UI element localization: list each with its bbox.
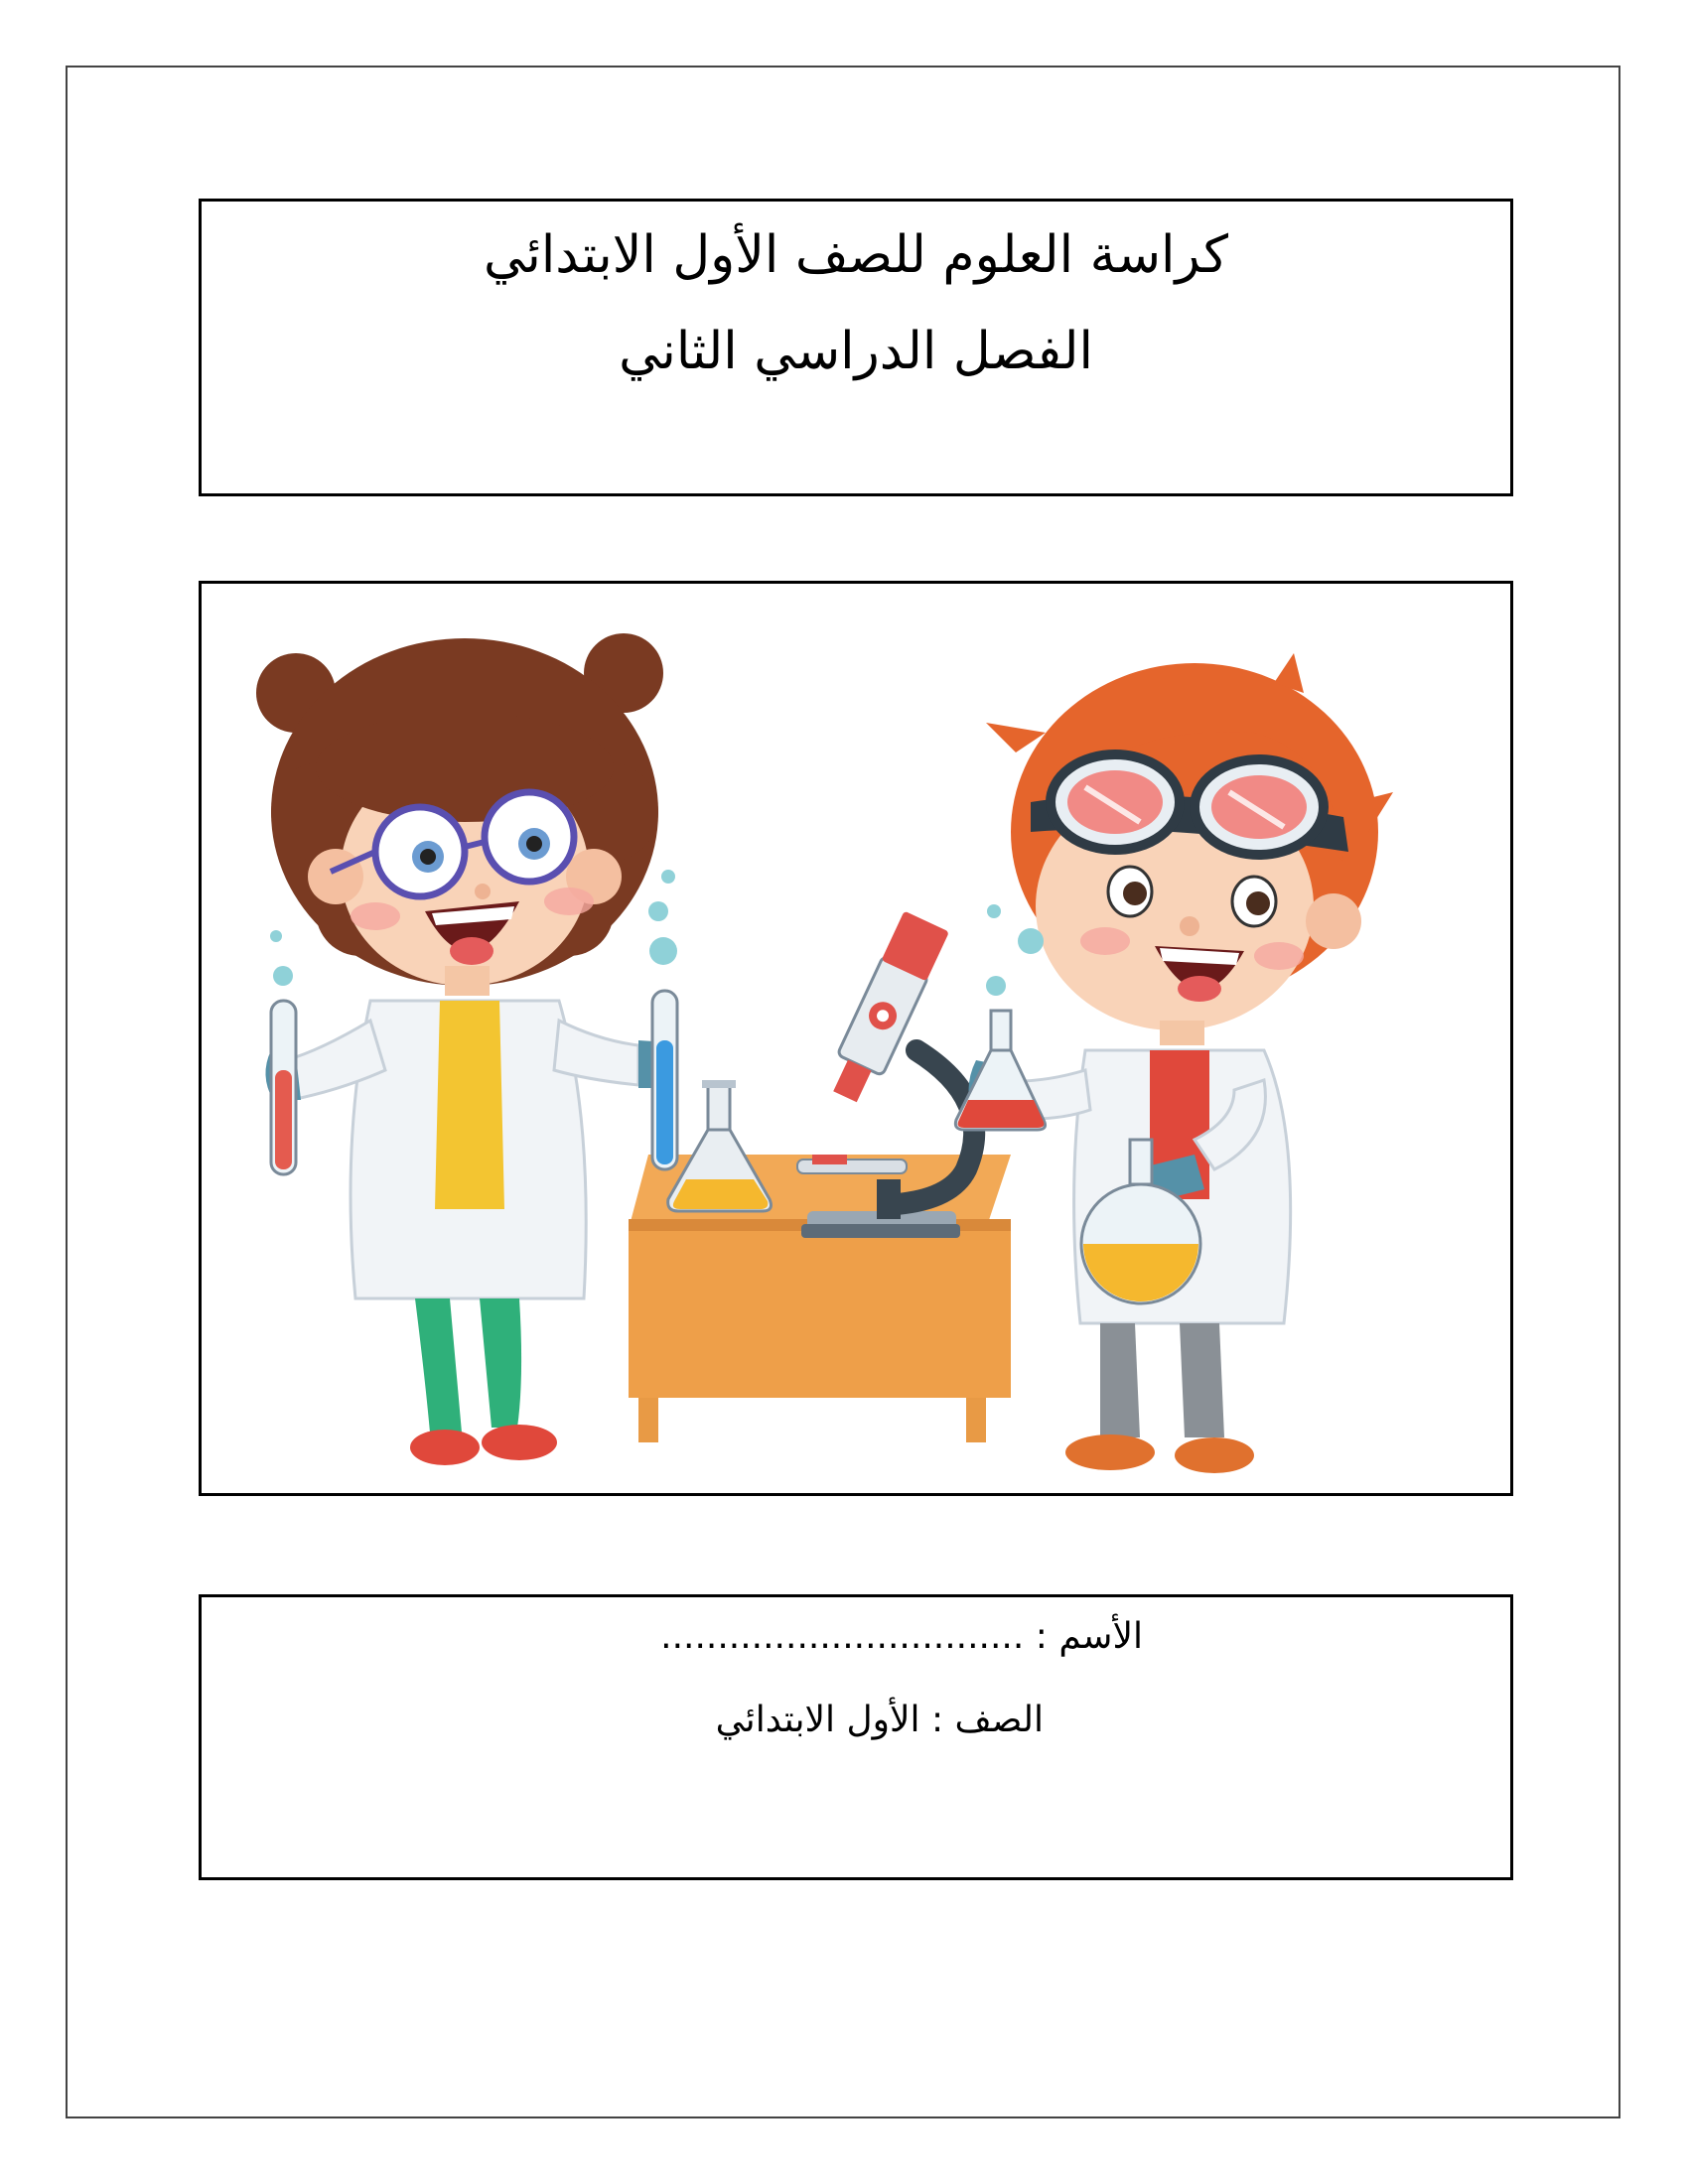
name-field[interactable] (660, 1616, 1143, 1657)
semester-subtitle: الفصل الدراسي الثاني (619, 322, 1093, 381)
notebook-title: كراسة العلوم للصف الأول الابتدائي (484, 225, 1228, 285)
girl-scientist (256, 633, 677, 1465)
student-info-box (199, 1594, 1513, 1880)
illustration-box (199, 581, 1513, 1496)
title-box (199, 199, 1513, 496)
name-blank: ................................ (660, 1616, 1025, 1657)
grade-line: الصف : الأول الابتدائي (715, 1700, 1044, 1740)
flask-yellow-table (668, 1080, 772, 1211)
boy-scientist (955, 653, 1393, 1473)
name-label: الأسم : (1035, 1616, 1143, 1657)
science-kids-illustration (202, 584, 1510, 1493)
